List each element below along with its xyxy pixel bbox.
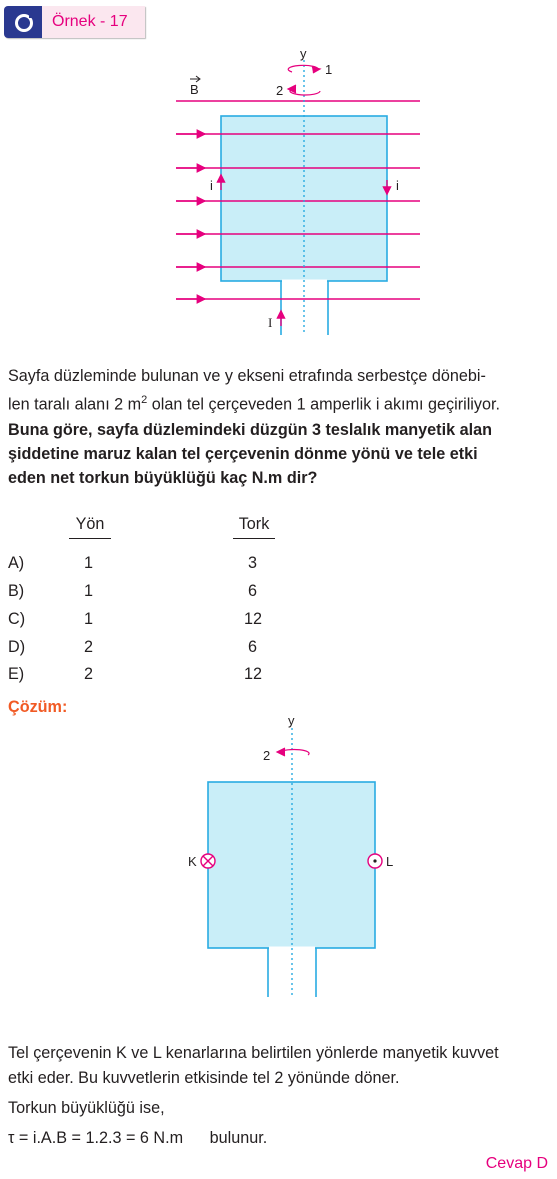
option-tork-e: 12: [244, 665, 263, 683]
torque-formula: τ = i.A.B = 1.2.3 = 6 N.m: [8, 1129, 184, 1147]
rotation-label-2: 2: [276, 83, 284, 98]
option-yon-d: 2: [84, 638, 94, 656]
option-letter-e[interactable]: E): [8, 665, 25, 683]
option-yon-e: 2: [84, 665, 94, 683]
solution-figure: [0, 700, 557, 1005]
option-tork-b: 6: [248, 582, 258, 600]
solution-title: Çözüm:: [8, 698, 68, 716]
solution-y-axis-label: y: [288, 713, 295, 728]
out-of-page-icon: [368, 854, 382, 868]
y-axis-label: y: [300, 46, 307, 61]
current-label-source: I: [268, 315, 273, 330]
solution-label-k: K: [188, 854, 197, 869]
option-letter-d[interactable]: D): [8, 638, 26, 656]
solution-rotation-label: 2: [263, 748, 271, 763]
column-header-tork: Tork: [233, 515, 275, 539]
option-tork-a: 3: [248, 554, 258, 572]
solution-text: Tel çerçevenin K ve L kenarlarına belirtilen yönlerde manyetik kuvvet etki eder. Bu kuvvetlerin etkisinde tel 2 yönünde döner. Torkun büyüklüğü ise, τ = i.A.B = 1.2.3 = 6 N.m bulunur.: [8, 1044, 499, 1147]
solution-label-l: L: [386, 854, 394, 869]
current-label-left: i: [210, 178, 213, 193]
column-header-yon: Yön: [69, 515, 111, 539]
option-yon-c: 1: [84, 610, 94, 628]
question-text: Sayfa düzleminde bulunan ve y ekseni etrafında serbestçe dönebi- len taralı alanı 2 $m^2$ olan tel çerçeveden 1 amperlik i akımı geçiriliyor. Buna göre, sayfa düzlemindeki düzgün 3 teslalık manyetik alan şiddetine maruz kalan tel çerçevenin dönme yönü ve tele etki eden net torkun büyüklüğü kaç N.m dir?: [8, 367, 500, 488]
solution-rotation-arrow: [277, 748, 309, 756]
into-page-icon: [201, 854, 215, 868]
magnetic-field-figure: [0, 0, 557, 345]
option-letter-c[interactable]: C): [8, 610, 26, 628]
current-label-right: i: [396, 178, 399, 193]
rotation-label-1: 1: [325, 62, 333, 77]
option-yon-a: 1: [84, 554, 94, 572]
option-yon-b: 1: [84, 582, 94, 600]
option-tork-c: 12: [244, 610, 263, 628]
option-tork-d: 6: [248, 638, 258, 656]
option-letter-a[interactable]: A): [8, 554, 25, 572]
badge-label: Örnek - 17: [52, 13, 128, 30]
option-letter-b[interactable]: B): [8, 582, 25, 600]
answer-label: Cevap D: [485, 1155, 548, 1172]
field-label: B: [190, 82, 199, 97]
